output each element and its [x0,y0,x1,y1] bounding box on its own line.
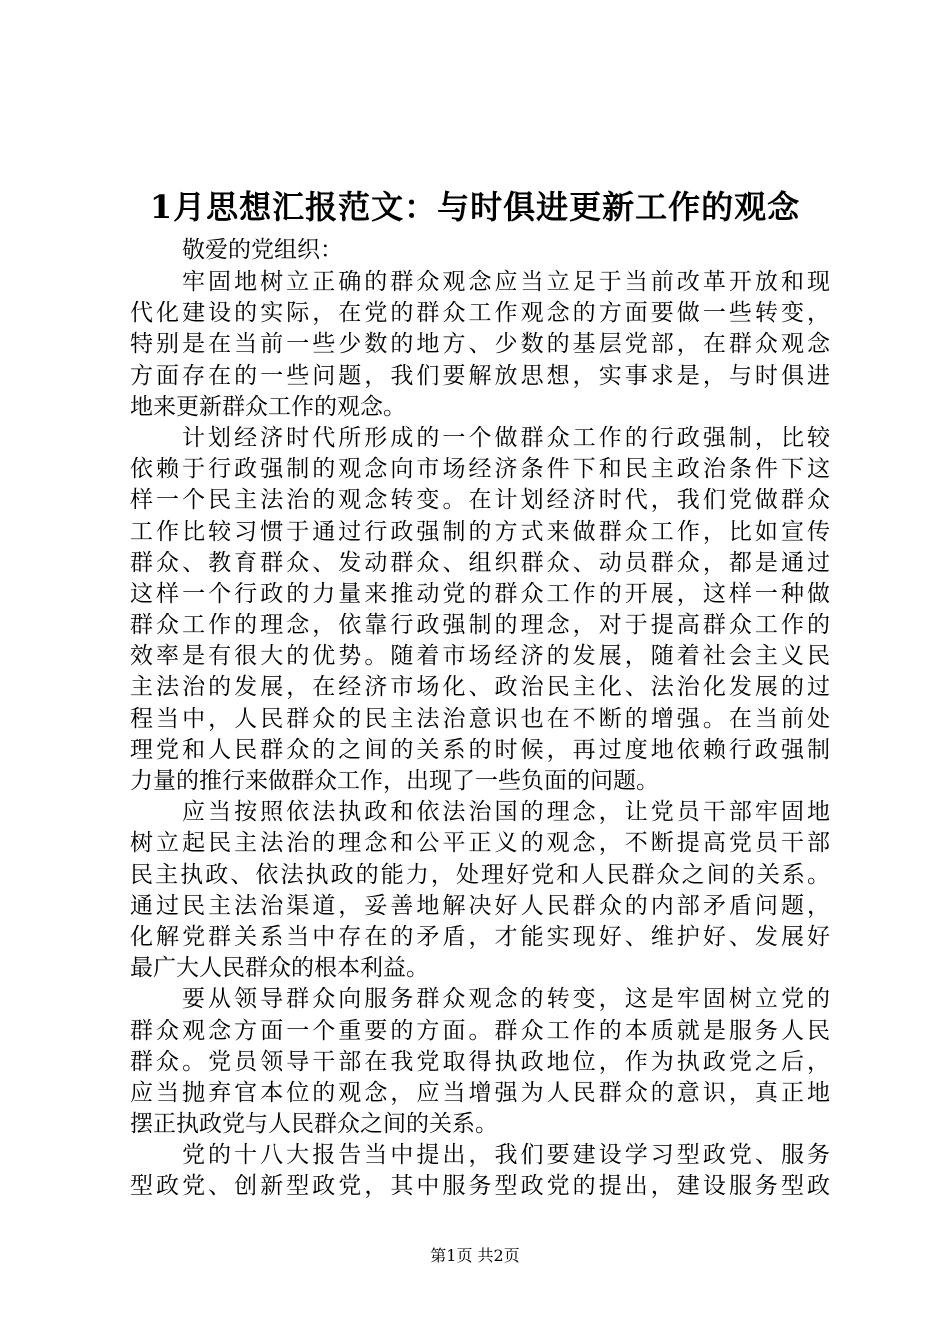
paragraph-line: 牢固地树立正确的群众观念应当立足于当前改革开放和现 [182,269,830,295]
salutation: 敬爱的党组织： [182,237,343,263]
paragraph-line: 最广大人民群众的根本利益。 [130,955,429,982]
paragraph-line: 要从领导群众向服务群众观念的转变，这是牢固树立党的 [182,986,830,1013]
paragraph-line: 依赖于行政强制的观念向市场经济条件下和民主政治条件下这 [130,456,830,483]
page-footer: 第1页 共2页 [430,1246,520,1265]
paragraph-line: 代化建设的实际，在党的群众工作观念的方面要做一些转变， [130,300,830,327]
paragraph-line: 群众观念方面一个重要的方面。群众工作的本质就是服务人民 [130,1017,830,1044]
paragraph-line: 主法治的发展，在经济市场化、政治民主化、法治化发展的过 [130,674,830,701]
paragraph-line: 力量的推行来做群众工作，出现了一些负面的问题。 [130,768,659,794]
paragraph-line: 化解党群关系当中存在的矛盾，才能实现好、维护好、发展好 [130,923,830,950]
paragraph-line: 型政党、创新型政党，其中服务型政党的提出，建设服务型政 [130,1173,830,1200]
paragraph-line: 群众工作的理念，依靠行政强制的理念，对于提高群众工作的 [130,612,830,639]
paragraph-line: 特别是在当前一些少数的地方、少数的基层党部，在群众观念 [130,331,830,358]
document-body [130,267,830,1203]
paragraph-line: 样一个民主法治的观念转变。在计划经济时代，我们党做群众 [130,487,830,514]
paragraph [130,423,830,797]
paragraph-line: 民主执政、依法执政的能力，处理好党和人民群众之间的关系。 [130,861,830,888]
paragraph-line: 群众、教育群众、发动群众、组织群众、动员群众，都是通过 [130,549,830,576]
paragraph-line: 计划经济时代所形成的一个做群众工作的行政强制，比较 [182,424,830,451]
paragraph-line: 程当中，人民群众的民主法治意识也在不断的增强。在当前处 [130,705,830,732]
paragraph-line: 树立起民主法治的理念和公平正义的观念，不断提高党员干部 [130,830,830,857]
paragraph-line: 群众。党员领导干部在我党取得执政地位，作为执政党之后， [130,1048,830,1075]
paragraph-line: 摆正执政党与人民群众之间的关系。 [130,1111,498,1138]
paragraph [130,267,830,423]
paragraph-line: 理党和人民群众的之间的关系的时候，再过度地依赖行政强制 [130,736,830,763]
paragraph-line: 效率是有很大的优势。随着市场经济的发展，随着社会主义民 [130,643,830,670]
paragraph [130,984,830,1140]
paragraph [130,797,830,984]
paragraph-line: 工作比较习惯于通过行政强制的方式来做群众工作，比如宣传 [130,518,830,545]
paragraph-line: 通过民主法治渠道，妥善地解决好人民群众的内部矛盾问题， [130,892,830,919]
paragraph [130,1140,830,1202]
paragraph-line: 地来更新群众工作的观念。 [130,393,406,420]
paragraph-line: 这样一个行政的力量来推动党的群众工作的开展，这样一种做 [130,580,830,607]
paragraph-line: 应当按照依法执政和依法治国的理念，让党员干部牢固地 [182,799,830,826]
paragraph-line: 应当抛弃官本位的观念，应当增强为人民群众的意识，真正地 [130,1079,830,1106]
document-title: 1月思想汇报范文：与时俱进更新工作的观念 [149,188,801,226]
paragraph-line: 方面存在的一些问题，我们要解放思想，实事求是，与时俱进 [130,362,830,389]
paragraph-line: 党的十八大报告当中提出，我们要建设学习型政党、服务 [182,1142,830,1169]
